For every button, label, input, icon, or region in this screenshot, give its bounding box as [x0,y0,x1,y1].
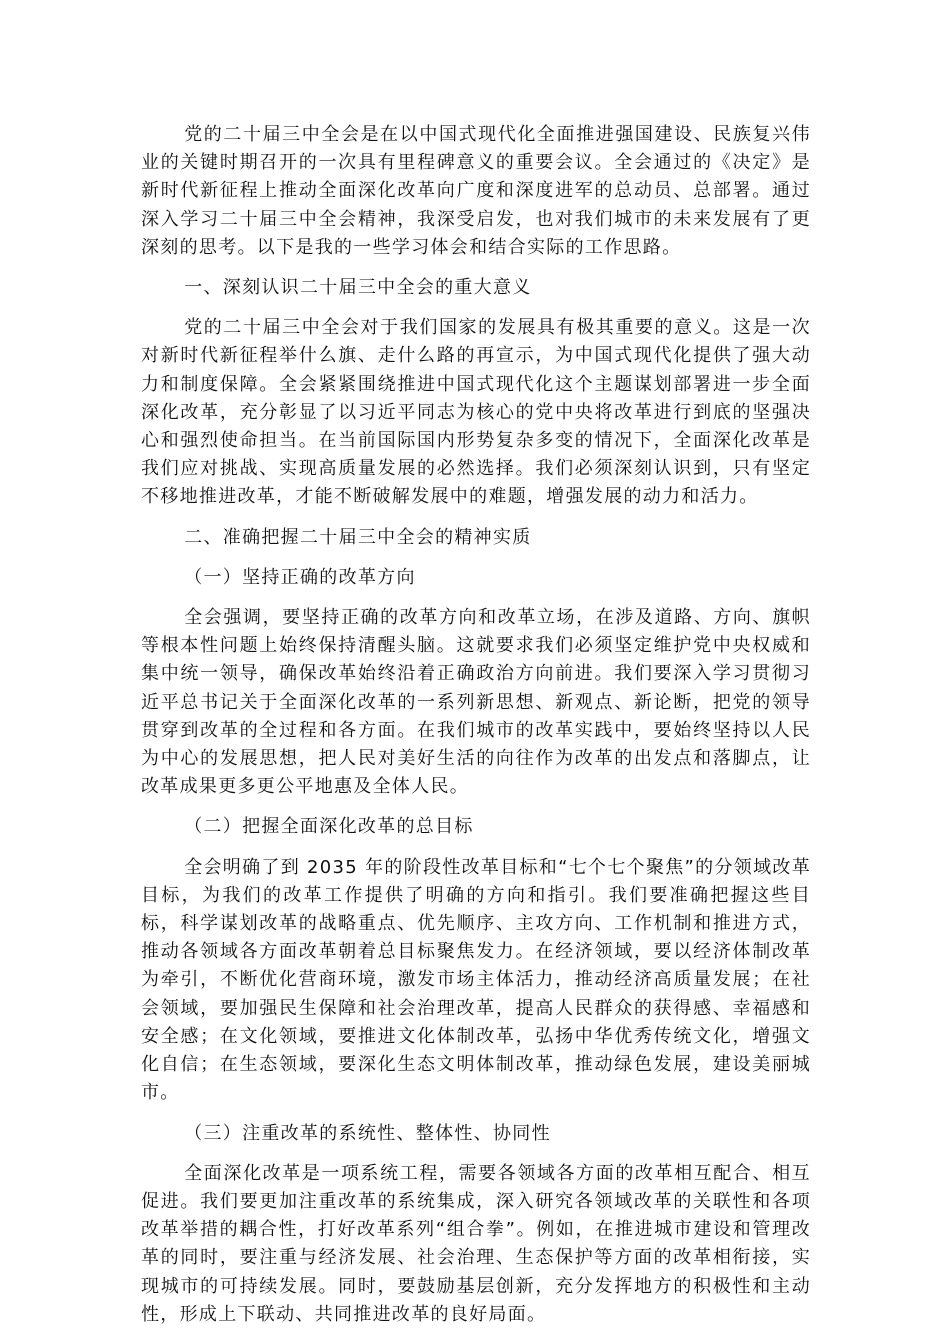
subsection-1-heading: （一）坚持正确的改革方向 [184,566,416,588]
subsection-3-paragraph: 全面深化改革是一项系统工程，需要各领域各方面的改革相互配合、相互促进。我们要更加注重改革的系统集成，深入研究各领域改革的关联性和各项改革举措的耦合性，打好改革系列“组合拳”。例如，在推进城市建设和管理改革的同时，要注重与经济发展、社会治理、生态保护等方面的改革相衔接，实现城市的可持续发展。同时，要鼓励基层创新，充分发挥地方的积极性和主动性，形成上下联动、共同推进改革的良好局面。 [141,1162,811,1325]
subsection-2-heading: （二）把握全面深化改革的总目标 [184,816,474,838]
subsection-1-paragraph: 全会强调，要坚持正确的改革方向和改革立场，在涉及道路、方向、旗帜等根本性问题上始终保持清醒头脑。这就要求我们必须坚定维护党中央权威和集中统一领导，确保改革始终沿着正确政治方向前进。我们要深入学习贯彻习近平总书记关于全面深化改革的一系列新思想、新观点、新论断，把党的领导贯穿到改革的全过程和各方面。在我们城市的改革实践中，要始终坚持以人民为中心的发展思想，把人民对美好生活的向往作为改革的出发点和落脚点，让改革成果更多更公平地惠及全体人民。 [141,607,811,798]
section-1-paragraph: 党的二十届三中全会对于我们国家的发展具有极其重要的意义。这是一次对新时代新征程举什么旗、走什么路的再宣示，为中国式现代化提供了强大动力和制度保障。全会紧紧围绕推进中国式现代化这个主题谋划部署进一步全面深化改革，充分彰显了以习近平同志为核心的党中央将改革进行到底的坚强决心和强烈使命担当。在当前国际国内形势复杂多变的情况下，全面深化改革是我们应对挑战、实现高质量发展的必然选择。我们必须深刻认识到，只有坚定不移地推进改革，才能不断破解发展中的难题，增强发展的动力和活力。 [141,317,811,508]
section-2-heading: 二、准确把握二十届三中全会的精神实质 [184,526,532,548]
section-1-heading: 一、深刻认识二十届三中全会的重大意义 [184,277,532,299]
document-body [141,121,811,1341]
subsection-2-paragraph: 全会明确了到 2035 年的阶段性改革目标和“七个七个聚焦”的分领域改革目标，为我们的改革工作提供了明确的方向和指引。我们要准确把握这些目标，科学谋划改革的战略重点、优先顺序、主攻方向、工作机制和推进方式，推动各领域各方面改革朝着总目标聚焦发力。在经济领域，要以经济体制改革为牵引，不断优化营商环境，激发市场主体活力，推动经济高质量发展；在社会领域，要加强民生保障和社会治理改革，提高人民群众的获得感、幸福感和安全感；在文化领域，要推进文化体制改革，弘扬中华优秀传统文化，增强文化自信；在生态领域，要深化生态文明体制改革，推动绿色发展，建设美丽城市。 [141,856,811,1104]
subsection-3-heading: （三）注重改革的系统性、整体性、协同性 [184,1122,551,1144]
intro-paragraph: 党的二十届三中全会是在以中国式现代化全面推进强国建设、民族复兴伟业的关键时期召开的一次具有里程碑意义的重要会议。全会通过的《决定》是新时代新征程上推动全面深化改革向广度和深度进军的总动员、总部署。通过深入学习二十届三中全会精神，我深受启发，也对我们城市的未来发展有了更深刻的思考。以下是我的一些学习体会和结合实际的工作思路。 [141,124,811,258]
